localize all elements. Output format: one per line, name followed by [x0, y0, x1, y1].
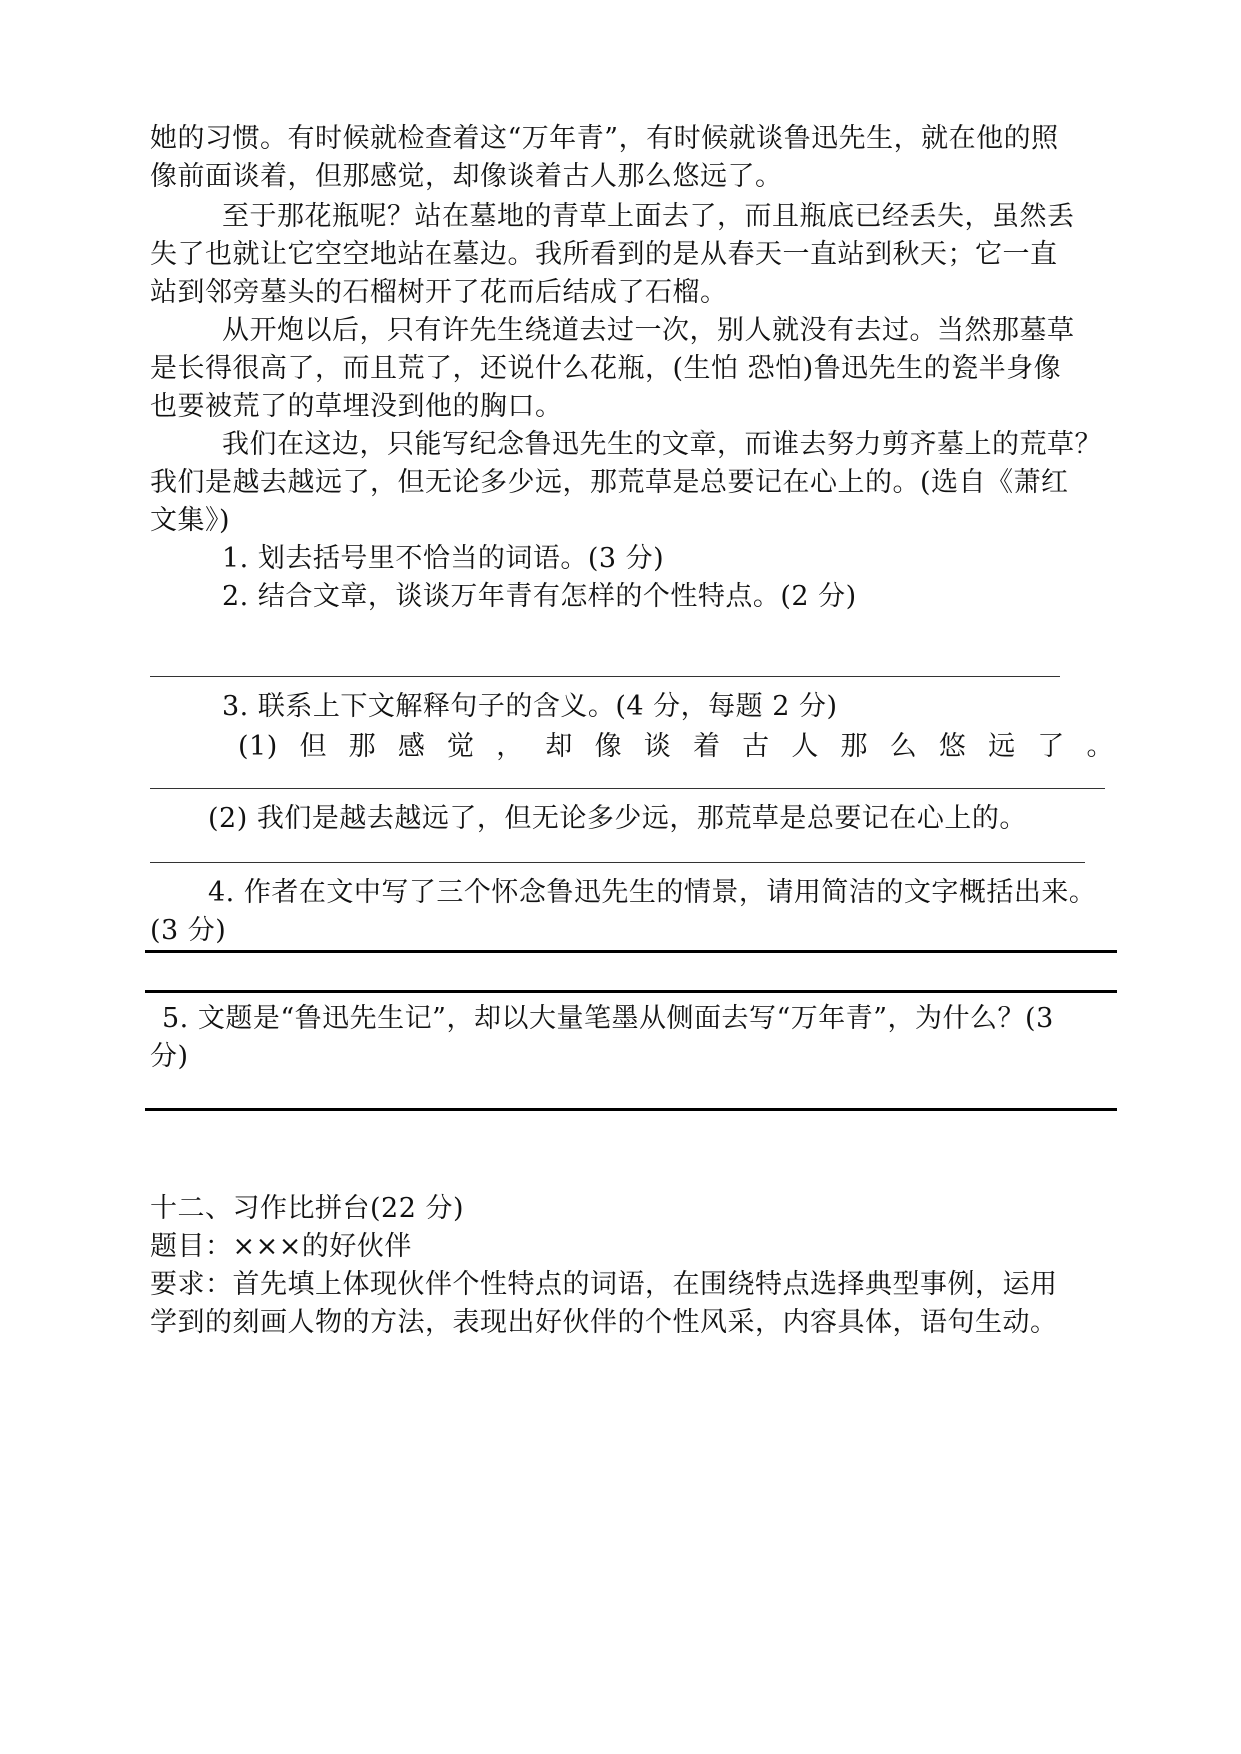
question-3-1-char: 么 [889, 731, 918, 762]
answer-rule[interactable] [145, 990, 1117, 993]
question-4: 4. 作者在文中写了三个怀念鲁迅先生的情景，请用简洁的文字概括出来。 [208, 877, 1097, 908]
question-3: 3. 联系上下文解释句子的含义。(4 分，每题 2 分) [222, 691, 838, 722]
question-3-1-char: ， [496, 731, 524, 762]
question-4-cont: (3 分) [150, 915, 227, 946]
question-3-1-char: 却 [545, 731, 573, 762]
question-3-1-char: (1) [238, 731, 278, 762]
passage-line: 我们是越去越远了，但无论多少远，那荒草是总要记在心上的。(选自《萧红 [150, 467, 1069, 498]
question-5-cont: 分) [150, 1041, 189, 1072]
passage-line: 也要被荒了的草埋没到他的胸口。 [150, 391, 563, 422]
answer-rule[interactable] [145, 950, 1117, 953]
passage-line: 我们在这边，只能写纪念鲁迅先生的文章，而谁去努力剪齐墓上的荒草？ [222, 429, 1102, 460]
question-3-1-char: 但 [299, 731, 327, 762]
question-3-1-char: 感 [397, 731, 426, 762]
passage-line: 文集》) [150, 505, 231, 536]
composition-requirement: 学到的刻画人物的方法，表现出好伙伴的个性风采，内容具体，语句生动。 [150, 1307, 1058, 1338]
question-3-1-char: 古 [742, 731, 770, 762]
answer-line[interactable] [150, 862, 1085, 863]
question-3-1-char: 那 [348, 731, 377, 762]
question-3-1-char: 人 [791, 731, 819, 762]
question-3-1-char: 了 [1037, 731, 1065, 762]
question-3-1-char: 觉 [447, 731, 475, 762]
question-1: 1. 划去括号里不恰当的词语。(3 分) [222, 543, 665, 574]
question-3-1 [238, 728, 1114, 766]
question-5: 5. 文题是“鲁迅先生记”，却以大量笔墨从侧面去写“万年青”，为什么？(3 [162, 1003, 1054, 1034]
composition-requirement: 要求：首先填上体现伙伴个性特点的词语，在围绕特点选择典型事例，运用 [150, 1269, 1058, 1300]
answer-line[interactable] [150, 788, 1105, 789]
answer-line[interactable] [150, 676, 1060, 677]
question-3-1-char: 悠 [938, 731, 967, 762]
passage-line: 至于那花瓶呢？站在墓地的青草上面去了，而且瓶底已经丢失，虽然丢 [222, 201, 1075, 232]
passage-line: 失了也就让它空空地站在墓边。我所看到的是从春天一直站到秋天；它一直 [150, 239, 1058, 270]
question-2: 2. 结合文章，谈谈万年青有怎样的个性特点。(2 分) [222, 581, 857, 612]
composition-title: 题目：×××的好伙伴 [150, 1231, 412, 1262]
passage-line: 她的习惯。有时候就检查着这“万年青”，有时候就谈鲁迅先生，就在他的照 [150, 123, 1059, 154]
question-3-1-char: 那 [840, 731, 868, 762]
section-heading: 十二、习作比拼台(22 分) [150, 1193, 465, 1224]
answer-rule[interactable] [145, 1108, 1117, 1111]
passage-line: 从开炮以后，只有许先生绕道去过一次，别人就没有去过。当然那墓草 [222, 315, 1075, 346]
question-3-1-char: 着 [692, 731, 721, 762]
question-3-1-char: 远 [988, 731, 1016, 762]
question-3-1-char: 谈 [643, 731, 672, 762]
question-3-1-char: 像 [594, 731, 623, 762]
passage-line: 是长得很高了，而且荒了，还说什么花瓶，(生怕 恐怕)鲁迅先生的瓷半身像 [150, 353, 1062, 384]
passage-line: 站到邻旁墓头的石榴树开了花而后结成了石榴。 [150, 277, 728, 308]
passage-line: 像前面谈着，但那感觉，却像谈着古人那么悠远了。 [150, 161, 783, 192]
question-3-2: (2) 我们是越去越远了，但无论多少远，那荒草是总要记在心上的。 [208, 803, 1027, 834]
question-3-1-char: 。 [1086, 731, 1114, 762]
